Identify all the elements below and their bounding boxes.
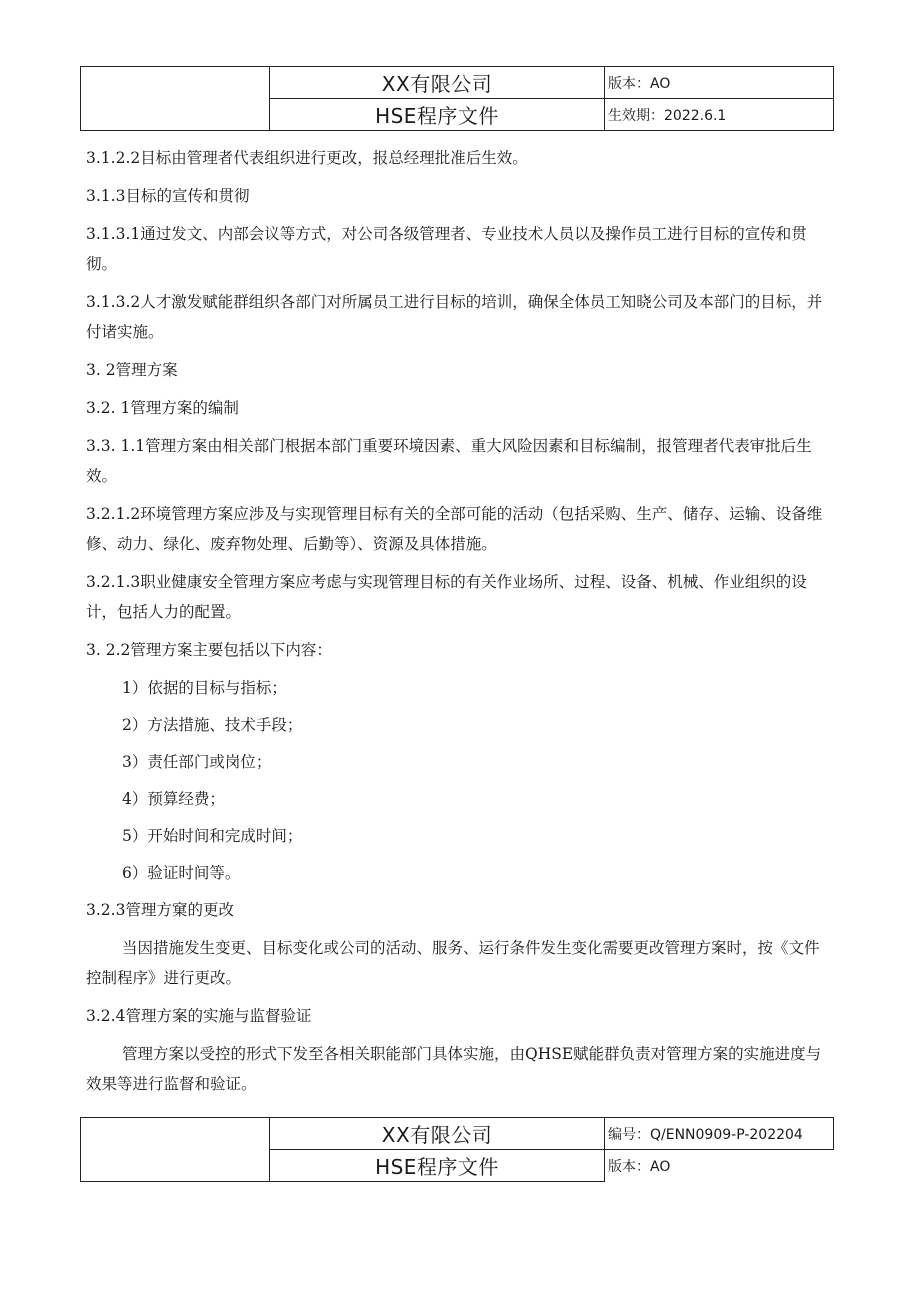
paragraph: 当因措施发生变更、目标变化或公司的活动、服务、运行条件发生变化需要更改管理方案时，按《文件控制程序》进行更改。 xyxy=(86,939,820,987)
paragraph: 3.1.3.2人才激发赋能群组织各部门对所属员工进行目标的培训，确保全体员工知晓公司及本部门的目标，并付诸实施。 xyxy=(86,293,823,341)
paragraph: 3.1.2.2目标由管理者代表组织进行更改，报总经理批准后生效。 xyxy=(86,149,528,167)
list-item: 4）预算经费； xyxy=(122,790,225,808)
header-doc-type: HSE程序文件 xyxy=(270,99,605,131)
header-table-bottom xyxy=(80,1117,834,1182)
header-company: XX有限公司 xyxy=(270,1118,605,1150)
header-logo-cell xyxy=(81,67,270,131)
header-company: XX有限公司 xyxy=(270,67,605,99)
section-heading: 3.2.3管理方窠的更改 xyxy=(86,901,234,919)
document-body xyxy=(86,143,834,1107)
list-item: 6）验证时间等。 xyxy=(122,864,241,882)
paragraph: 3.3. 1.1管理方案由相关部门根据本部门重要环境因素、重大风险因素和目标编制，报管理者代表审批后生效。 xyxy=(86,437,812,485)
paragraph: 3.2.1.3职业健康安全管理方案应考虑与实现管理目标的有关作业场所、过程、设备、机械、作业组织的设计，包括人力的配置。 xyxy=(86,573,807,621)
paragraph: 3. 2.2管理方案主要包括以下内容： xyxy=(86,641,332,659)
header-doc-number: 编号：Q/ENN0909-P-202204 xyxy=(605,1118,834,1150)
section-heading: 3. 2管理方案 xyxy=(86,361,178,379)
header-version: 版本：AO xyxy=(605,67,834,99)
header-version: 版本：AO xyxy=(608,1158,671,1175)
list-item: 3）责任部门或岗位； xyxy=(122,753,272,771)
header-doc-type: HSE程序文件 xyxy=(270,1150,605,1182)
paragraph: 管理方案以受控的形式下发至各相关职能部门具体实施，由QHSE赋能群负责对管理方案的实施进度与效果等进行监督和验证。 xyxy=(86,1045,822,1093)
list-item: 5）开始时间和完成时间； xyxy=(122,827,303,845)
list-item: 2）方法措施、技术手段； xyxy=(122,716,303,734)
section-heading: 3.2. 1管理方案的编制 xyxy=(86,399,239,417)
paragraph: 3.2.1.2环境管理方案应涉及与实现管理目标有关的全部可能的活动（包括采购、生产、储存、运输、设备维修、动力、绿化、废弃物处理、后勤等）、资源及具体措施。 xyxy=(86,505,823,553)
header-effective-date: 生效期：2022.6.1 xyxy=(605,99,834,131)
list-item: 1）依据的目标与指标； xyxy=(122,679,287,697)
paragraph: 3.1.3目标的宣传和贯彻 xyxy=(86,187,250,205)
section-heading: 3.2.4管理方案的实施与监督验证 xyxy=(86,1007,312,1025)
paragraph: 3.1.3.1通过发文、内部会议等方式，对公司各级管理者、专业技术人员以及操作员工进行目标的宣传和贯彻。 xyxy=(86,225,807,273)
header-table-top xyxy=(80,66,834,131)
header-logo-cell xyxy=(81,1118,270,1182)
